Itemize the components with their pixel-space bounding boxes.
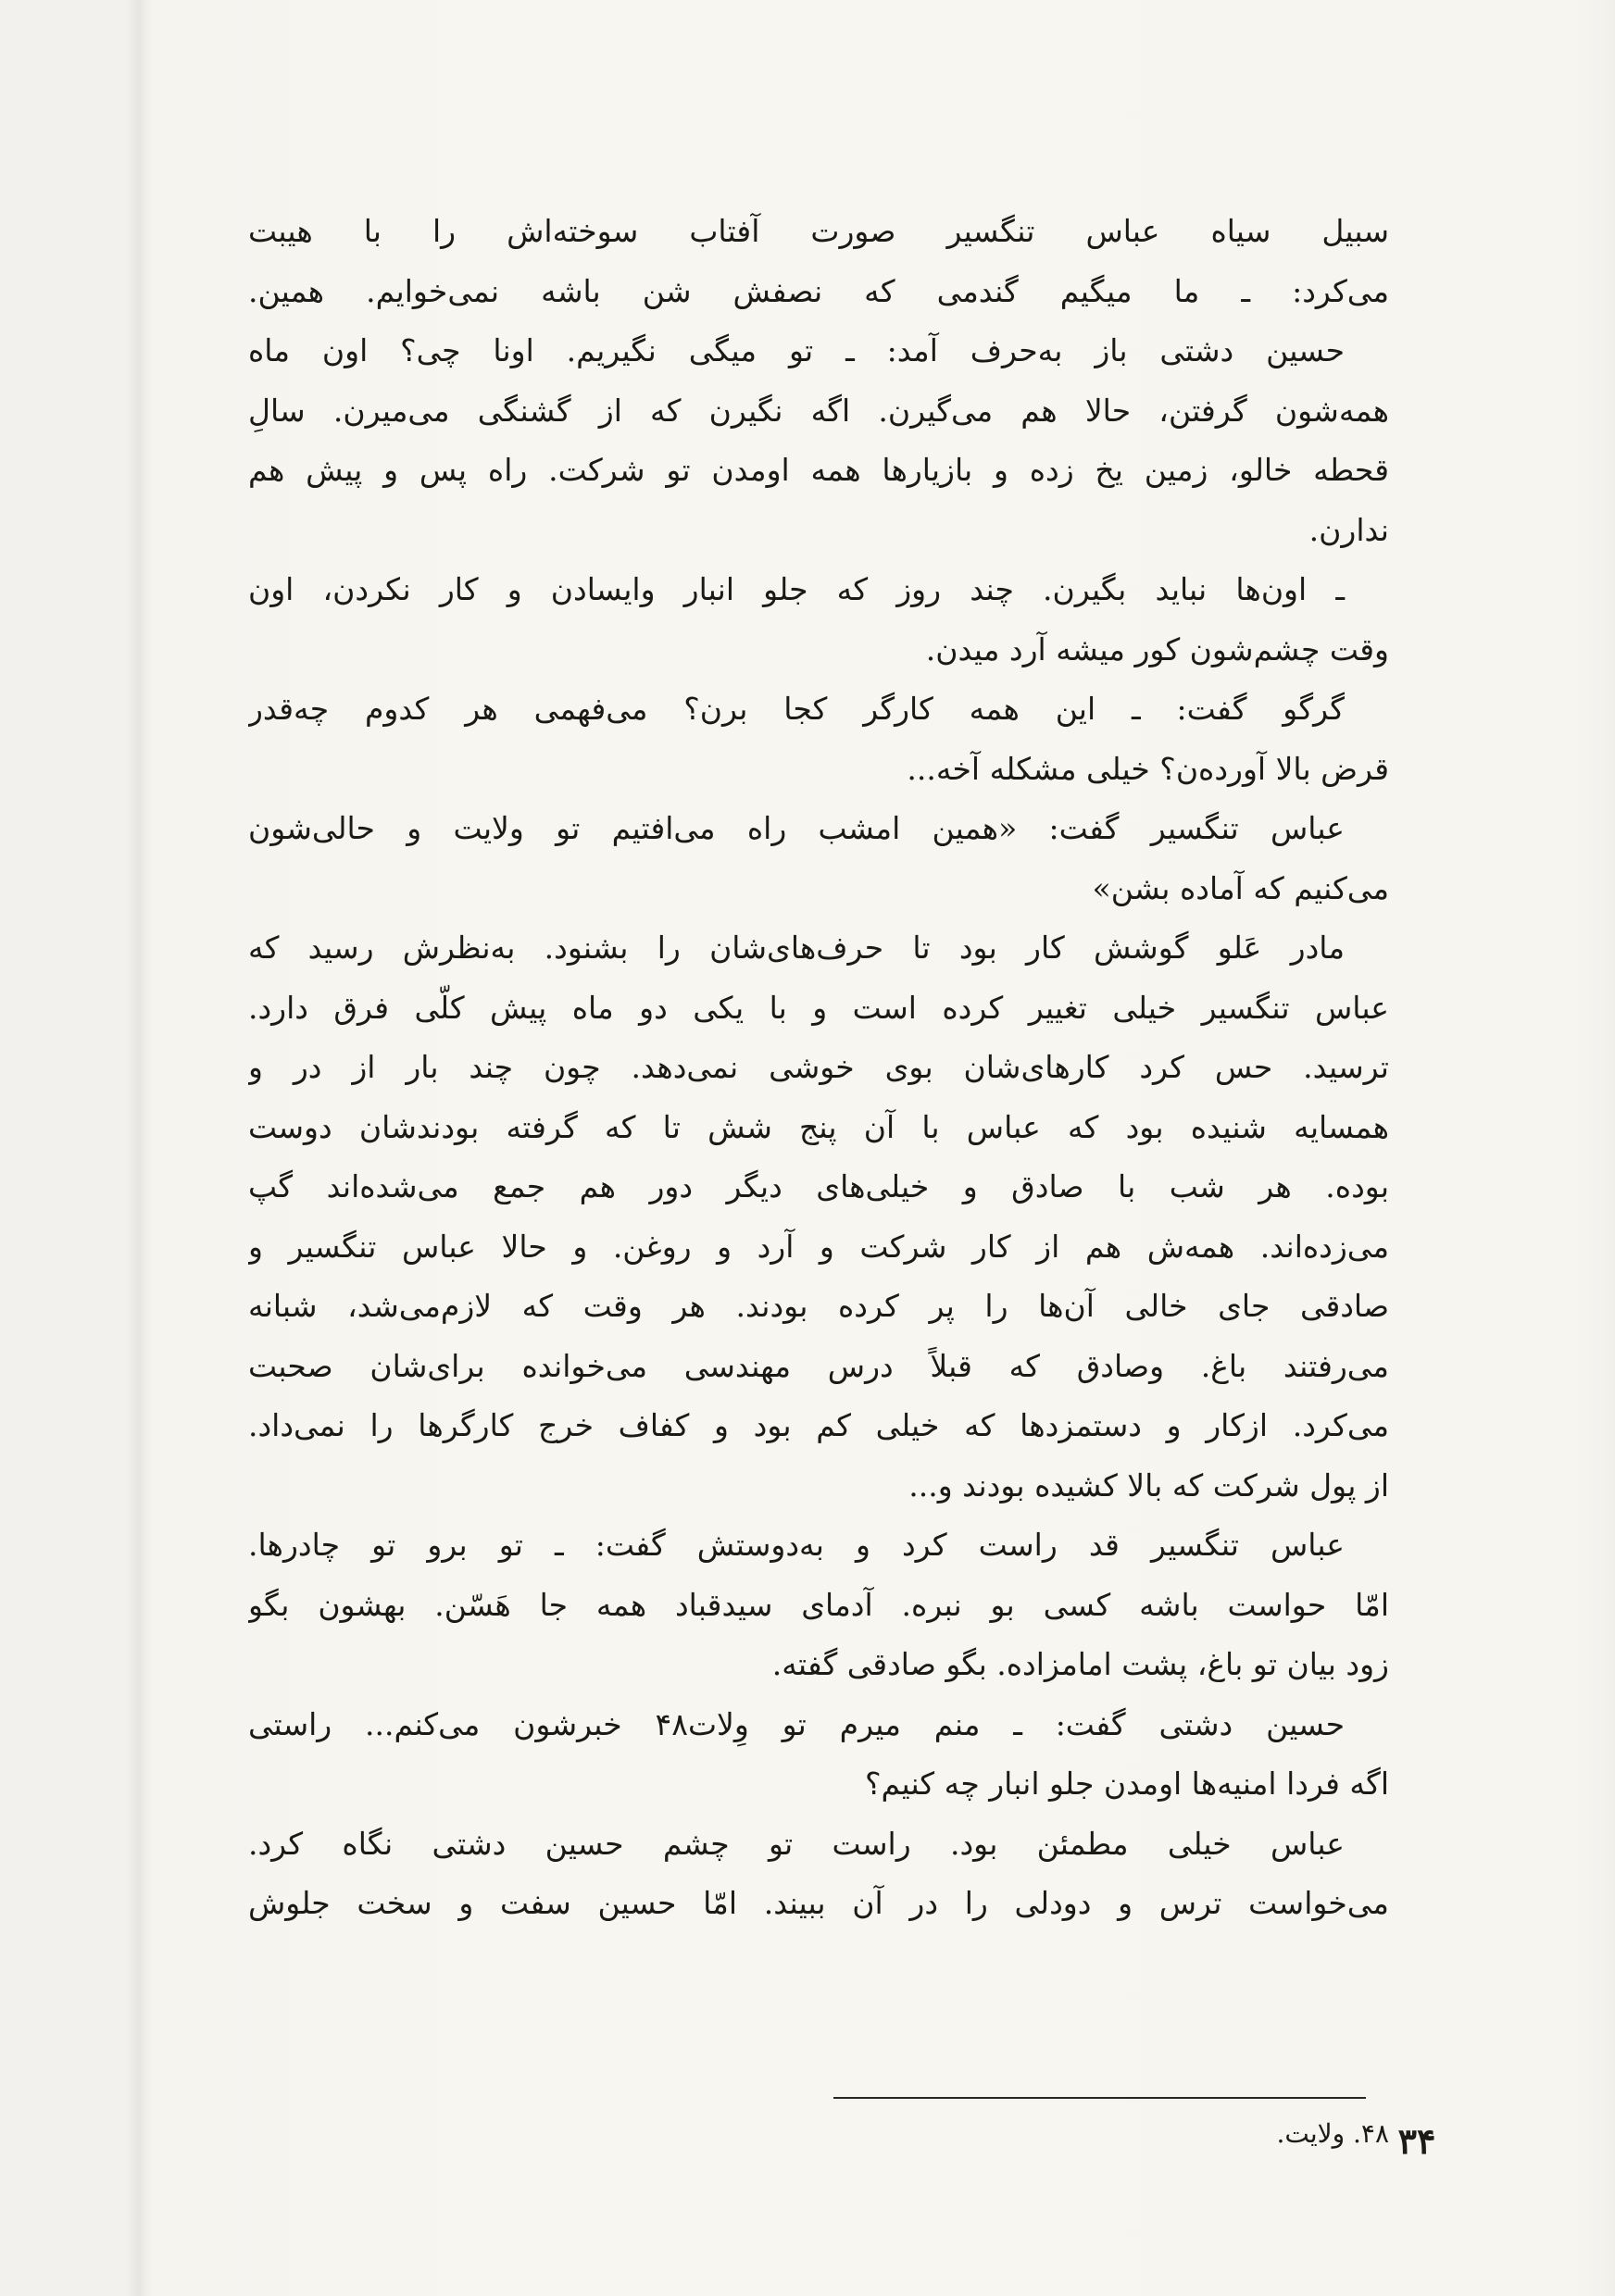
text-line: می‌کنیم که آماده بشن» [1092, 869, 1389, 906]
footnote: ۴۸. ولایت. [1276, 2118, 1389, 2149]
text-line: مادر عَلو گوشش کار بود تا حرف‌های‌شان را بشنود. به‌نظرش رسید که [248, 930, 1345, 966]
text-line: از پول شرکت که بالا کشیده بودند و... [908, 1466, 1389, 1504]
text-line: اگه فردا امنیه‌ها اومدن جلو انبار چه کنیم؟ [865, 1766, 1389, 1802]
footnote-rule [833, 2097, 1366, 2099]
text-line: وقت چشم‌شون کور میشه آرد میدن. [925, 630, 1389, 668]
text-line: سبیل سیاه عباس تنگسیر صورت آفتاب سوخته‌اش را با هیبت [248, 213, 1389, 249]
text-line: حسین دشتی باز به‌حرف آمد: ـ تو میگی نگیریم. اونا چی؟ اون ماه [248, 332, 1345, 368]
text-line: می‌کرد. ازکار و دستمزدها که خیلی کم بود و کفاف خرج کارگرها را نمی‌داد. [248, 1407, 1389, 1443]
text-line: بوده. هر شب با صادق و خیلی‌های دیگر دور هم جمع می‌شده‌اند گپ [248, 1168, 1389, 1204]
text-line: عباس تنگسیر قد راست کرد و به‌دوستش گفت: ـ تو برو تو چادرها. [248, 1527, 1345, 1563]
text-line: گرگو گفت: ـ این همه کارگر کجا برن؟ می‌فهمی هر کدوم چه‌قدر [248, 691, 1345, 727]
page-number: ۳۴ [1397, 2120, 1436, 2162]
text-line: امّا حواست باشه کسی بو نبره. آدمای سیدقباد همه جا هَسّن. بهشون بگو [248, 1586, 1389, 1623]
body-text [248, 202, 1389, 1934]
text-line: همه‌شون گرفتن، حالا هم می‌گیرن. اگه نگیرن که از گشنگی می‌میرن. سالِ [248, 392, 1389, 429]
text-line: قرض بالا آورده‌ن؟ خیلی مشکله آخه... [907, 750, 1389, 787]
binding-shadow [125, 0, 153, 2296]
text-line: صادقی جای خالی آن‌ها را پر کرده بودند. هر وقت که لازم‌می‌شد، شبانه [248, 1288, 1389, 1324]
text-line: عباس تنگسیر خیلی تغییر کرده است و با یکی دو ماه پیش کلّی فرق دارد. [248, 989, 1389, 1026]
text-line: ـ اون‌ها نباید بگیرن. چند روز که جلو انبار وایسادن و کار نکردن، اون [248, 571, 1345, 607]
text-line: همسایه شنیده بود که عباس با آن پنج شش تا که گرفته بودندشان دوست [248, 1108, 1389, 1145]
text-line: ندارن. [1308, 511, 1389, 548]
text-line: می‌خواست ترس و دودلی را در آن ببیند. امّا حسین سفت و سخت جلوش [248, 1885, 1389, 1921]
text-line: حسین دشتی گفت: ـ منم میرم تو وِلات۴۸ خبرشون می‌کنم... راستی [248, 1705, 1346, 1742]
text-line: عباس خیلی مطمئن بود. راست تو چشم حسین دشتی نگاه کرد. [248, 1825, 1345, 1862]
text-line: عباس تنگسیر گفت: «همین امشب راه می‌افتیم تو ولایت و حالی‌شون [248, 810, 1345, 846]
text-line: می‌کرد: ـ ما میگیم گندمی که نصفش شن باشه نمی‌خوایم. همین. [248, 272, 1389, 309]
text-line: قحطه خالو، زمین یخ زده و بازیارها همه اومدن تو شرکت. راه پس و پیش هم [248, 452, 1389, 488]
text-line: می‌رفتند باغ. وصادق که قبلاً درس مهندسی می‌خوانده برای‌شان صحبت [248, 1347, 1389, 1384]
text-line: ترسید. حس کرد کارهای‌شان بوی خوشی نمی‌دهد. چون چند بار از در و [248, 1049, 1389, 1085]
text-line: می‌زده‌اند. همه‌ش هم از کار شرکت و آرد و روغن. و حالا عباس تنگسیر و [248, 1228, 1389, 1265]
text-line: زود بیان تو باغ، پشت امامزاده. بگو صادقی گفته. [771, 1646, 1389, 1682]
